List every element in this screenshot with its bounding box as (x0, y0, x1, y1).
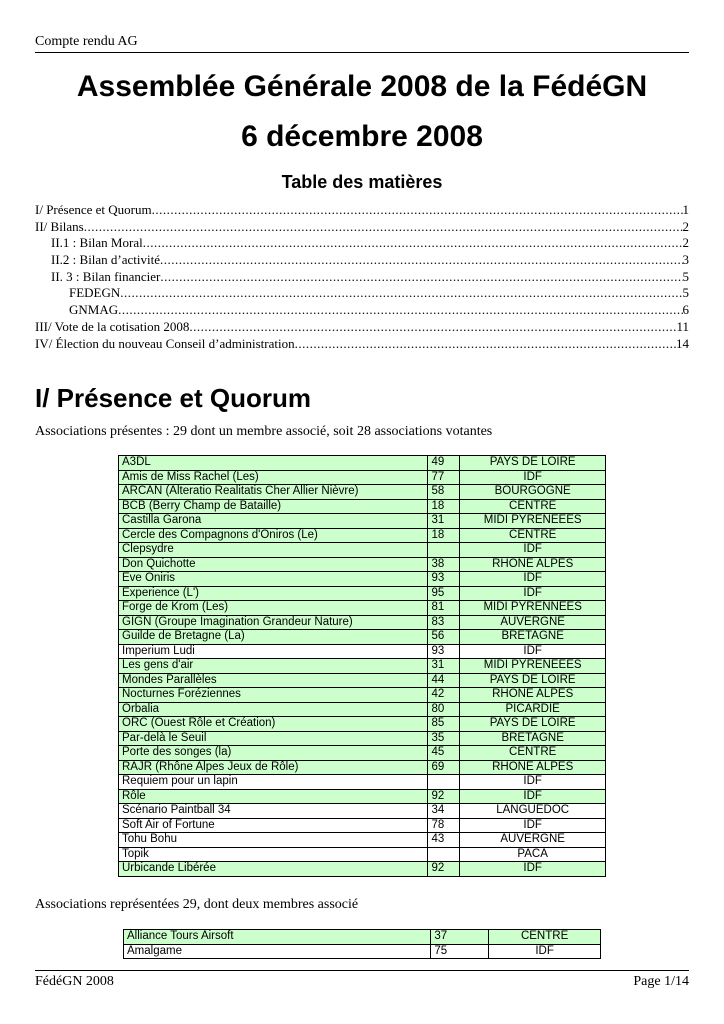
table-row (119, 833, 606, 848)
table-row (119, 775, 606, 790)
toc-leader-dots (120, 285, 682, 302)
association-name-cell: Amalgame (124, 944, 431, 959)
department-cell: 77 (428, 470, 460, 485)
toc-entry-page: 14 (676, 335, 689, 351)
region-cell: LANGUEDOC (460, 804, 606, 819)
toc-entry-page: 6 (682, 302, 689, 318)
department-cell (428, 775, 460, 790)
department-cell: 37 (431, 930, 489, 945)
association-name-cell: Par-delà le Seuil (119, 731, 428, 746)
association-name-cell: BCB (Berry Champ de Bataille) (119, 499, 428, 514)
toc-entry-page: 3 (682, 252, 689, 268)
footer-left: FédéGN 2008 (35, 974, 114, 989)
association-name-cell: A3DL (119, 456, 428, 471)
table-row (119, 572, 606, 587)
table-row (119, 485, 606, 500)
toc-leader-dots (189, 319, 676, 336)
department-cell: 69 (428, 760, 460, 775)
table-row (119, 499, 606, 514)
association-name-cell: Urbicande Libérée (119, 862, 428, 877)
association-name-cell: Eve Oniris (119, 572, 428, 587)
association-name-cell: Guilde de Bretagne (La) (119, 630, 428, 645)
region-cell: AUVERGNE (460, 615, 606, 630)
department-cell: 31 (428, 659, 460, 674)
association-name-cell: Scénario Paintball 34 (119, 804, 428, 819)
department-cell: 38 (428, 557, 460, 572)
department-cell: 35 (428, 731, 460, 746)
department-cell: 80 (428, 702, 460, 717)
toc-heading: Table des matières (281, 172, 443, 192)
department-cell (428, 543, 460, 558)
toc-entry-page: 2 (682, 218, 689, 234)
document-date: 6 décembre 2008 (241, 120, 483, 153)
toc-entry[interactable] (35, 202, 689, 219)
department-cell: 56 (428, 630, 460, 645)
association-name-cell: GIGN (Groupe Imagination Grandeur Nature) (119, 615, 428, 630)
association-name-cell: RAJR (Rhône Alpes Jeux de Rôle) (119, 760, 428, 775)
table-row (119, 862, 606, 877)
region-cell: MIDI PYRENEEES (460, 659, 606, 674)
page-footer (35, 970, 689, 990)
region-cell: IDF (460, 862, 606, 877)
table-row (119, 644, 606, 659)
toc-entry-label: GNMAG (69, 302, 119, 318)
table-row (119, 731, 606, 746)
table-row (119, 543, 606, 558)
association-name-cell: Porte des songes (la) (119, 746, 428, 761)
document-title: Assemblée Générale 2008 de la FédéGN (76, 70, 648, 103)
department-cell: 93 (428, 644, 460, 659)
table-row (119, 456, 606, 471)
present-associations-table (118, 455, 606, 877)
association-name-cell: Tohu Bohu (119, 833, 428, 848)
association-name-cell: Mondes Parallèles (119, 673, 428, 688)
toc-entry-page: 5 (682, 285, 689, 301)
toc-entry[interactable] (35, 285, 689, 302)
association-name-cell: Amis de Miss Rachel (Les) (119, 470, 428, 485)
department-cell: 78 (428, 818, 460, 833)
toc-entry-label: FEDEGN (69, 285, 121, 301)
department-cell: 42 (428, 688, 460, 703)
table-row (119, 760, 606, 775)
region-cell: IDF (460, 644, 606, 659)
represented-associations-text: Associations représentées 29, dont deux membres associé (35, 897, 359, 912)
toc-entry[interactable] (35, 219, 689, 236)
region-cell: RHONE ALPES (460, 557, 606, 572)
header-text: Compte rendu AG (35, 34, 138, 49)
region-cell: RHONE ALPES (460, 688, 606, 703)
region-cell: PICARDIE (460, 702, 606, 717)
toc-entry-label: II/ Bilans (35, 218, 84, 234)
department-cell: 58 (428, 485, 460, 500)
table-row (119, 659, 606, 674)
toc-leader-dots (143, 235, 683, 252)
region-cell: MIDI PYRENNEES (460, 601, 606, 616)
association-name-cell: Alliance Tours Airsoft (124, 930, 431, 945)
toc-entry[interactable] (35, 235, 689, 252)
region-cell: IDF (460, 818, 606, 833)
department-cell: 44 (428, 673, 460, 688)
association-name-cell: Nocturnes Foréziennes (119, 688, 428, 703)
department-cell: 31 (428, 514, 460, 529)
department-cell: 75 (431, 944, 489, 959)
toc-leader-dots (84, 219, 683, 236)
toc-entry-label: II. 3 : Bilan financier (51, 268, 161, 284)
department-cell: 34 (428, 804, 460, 819)
toc-leader-dots (160, 252, 682, 269)
association-name-cell: Soft Air of Fortune (119, 818, 428, 833)
toc-entry-label: II.1 : Bilan Moral (51, 235, 143, 251)
region-cell: CENTRE (460, 528, 606, 543)
table-row (119, 847, 606, 862)
department-cell: 18 (428, 499, 460, 514)
table-row (119, 615, 606, 630)
table-row (119, 470, 606, 485)
toc-leader-dots (118, 302, 682, 319)
region-cell: IDF (460, 789, 606, 804)
region-cell: IDF (460, 586, 606, 601)
table-row (124, 930, 601, 945)
table-row (119, 601, 606, 616)
table-row (119, 528, 606, 543)
department-cell: 43 (428, 833, 460, 848)
table-row (119, 557, 606, 572)
table-row (119, 717, 606, 732)
region-cell: BRETAGNE (460, 630, 606, 645)
table-row (119, 746, 606, 761)
toc-leader-dots (295, 336, 676, 353)
toc-entry-page: 5 (682, 268, 689, 284)
table-of-contents (35, 202, 689, 352)
toc-entry-label: II.2 : Bilan d’activité (51, 252, 161, 268)
association-name-cell: Les gens d'air (119, 659, 428, 674)
table-row (119, 789, 606, 804)
region-cell: CENTRE (460, 499, 606, 514)
region-cell: CENTRE (460, 746, 606, 761)
toc-leader-dots (160, 269, 682, 286)
toc-entry-label: IV/ Élection du nouveau Conseil d’administration (35, 335, 295, 351)
region-cell: PACA (460, 847, 606, 862)
page-header (35, 34, 689, 53)
region-cell: BOURGOGNE (460, 485, 606, 500)
present-associations-text: Associations présentes : 29 dont un membre associé, soit 28 associations votantes (35, 424, 493, 439)
department-cell: 83 (428, 615, 460, 630)
toc-entry-page: 1 (682, 202, 689, 217)
table-row (124, 944, 601, 959)
table-row (119, 630, 606, 645)
table-row (119, 688, 606, 703)
represented-associations-table (123, 929, 601, 959)
region-cell: MIDI PYRENEEES (460, 514, 606, 529)
department-cell: 85 (428, 717, 460, 732)
department-cell: 18 (428, 528, 460, 543)
region-cell: CENTRE (489, 930, 601, 945)
region-cell: AUVERGNE (460, 833, 606, 848)
region-cell: IDF (460, 572, 606, 587)
region-cell: IDF (460, 775, 606, 790)
association-name-cell: Requiem pour un lapin (119, 775, 428, 790)
table-row (119, 586, 606, 601)
region-cell: PAYS DE LOIRE (460, 673, 606, 688)
association-name-cell: ARCAN (Alteratio Realitatis Cher Allier Nièvre) (119, 485, 428, 500)
association-name-cell: Forge de Krom (Les) (119, 601, 428, 616)
region-cell: RHONE ALPES (460, 760, 606, 775)
association-name-cell: Rôle (119, 789, 428, 804)
association-name-cell: Imperium Ludi (119, 644, 428, 659)
table-row (119, 702, 606, 717)
table-row (119, 804, 606, 819)
association-name-cell: Castilla Garona (119, 514, 428, 529)
department-cell: 92 (428, 862, 460, 877)
department-cell: 95 (428, 586, 460, 601)
footer-page-number: Page 1/14 (633, 974, 689, 989)
toc-entry-label: I/ Présence et Quorum (35, 202, 152, 217)
region-cell: PAYS DE LOIRE (460, 717, 606, 732)
table-row (119, 514, 606, 529)
association-name-cell: Topik (119, 847, 428, 862)
toc-leader-dots (152, 202, 683, 219)
department-cell: 49 (428, 456, 460, 471)
association-name-cell: Experience (L') (119, 586, 428, 601)
association-name-cell: Cercle des Compagnons d'Oniros (Le) (119, 528, 428, 543)
toc-entry-label: III/ Vote de la cotisation 2008 (35, 318, 190, 334)
association-name-cell: Orbalia (119, 702, 428, 717)
region-cell: PAYS DE LOIRE (460, 456, 606, 471)
section-heading: I/ Présence et Quorum (35, 383, 311, 413)
toc-entry[interactable] (35, 336, 689, 353)
association-name-cell: Clepsydre (119, 543, 428, 558)
toc-entry-page: 11 (676, 318, 689, 334)
department-cell: 93 (428, 572, 460, 587)
department-cell (428, 847, 460, 862)
region-cell: IDF (489, 944, 601, 959)
department-cell: 45 (428, 746, 460, 761)
toc-entry[interactable] (35, 252, 689, 269)
table-row (119, 818, 606, 833)
association-name-cell: ORC (Ouest Rôle et Création) (119, 717, 428, 732)
department-cell: 81 (428, 601, 460, 616)
toc-entry[interactable] (35, 302, 689, 319)
association-name-cell: Don Quichotte (119, 557, 428, 572)
department-cell: 92 (428, 789, 460, 804)
table-row (119, 673, 606, 688)
region-cell: BRETAGNE (460, 731, 606, 746)
toc-entry[interactable] (35, 269, 689, 286)
region-cell: IDF (460, 543, 606, 558)
toc-entry[interactable] (35, 319, 689, 336)
region-cell: IDF (460, 470, 606, 485)
toc-entry-page: 2 (682, 235, 689, 251)
